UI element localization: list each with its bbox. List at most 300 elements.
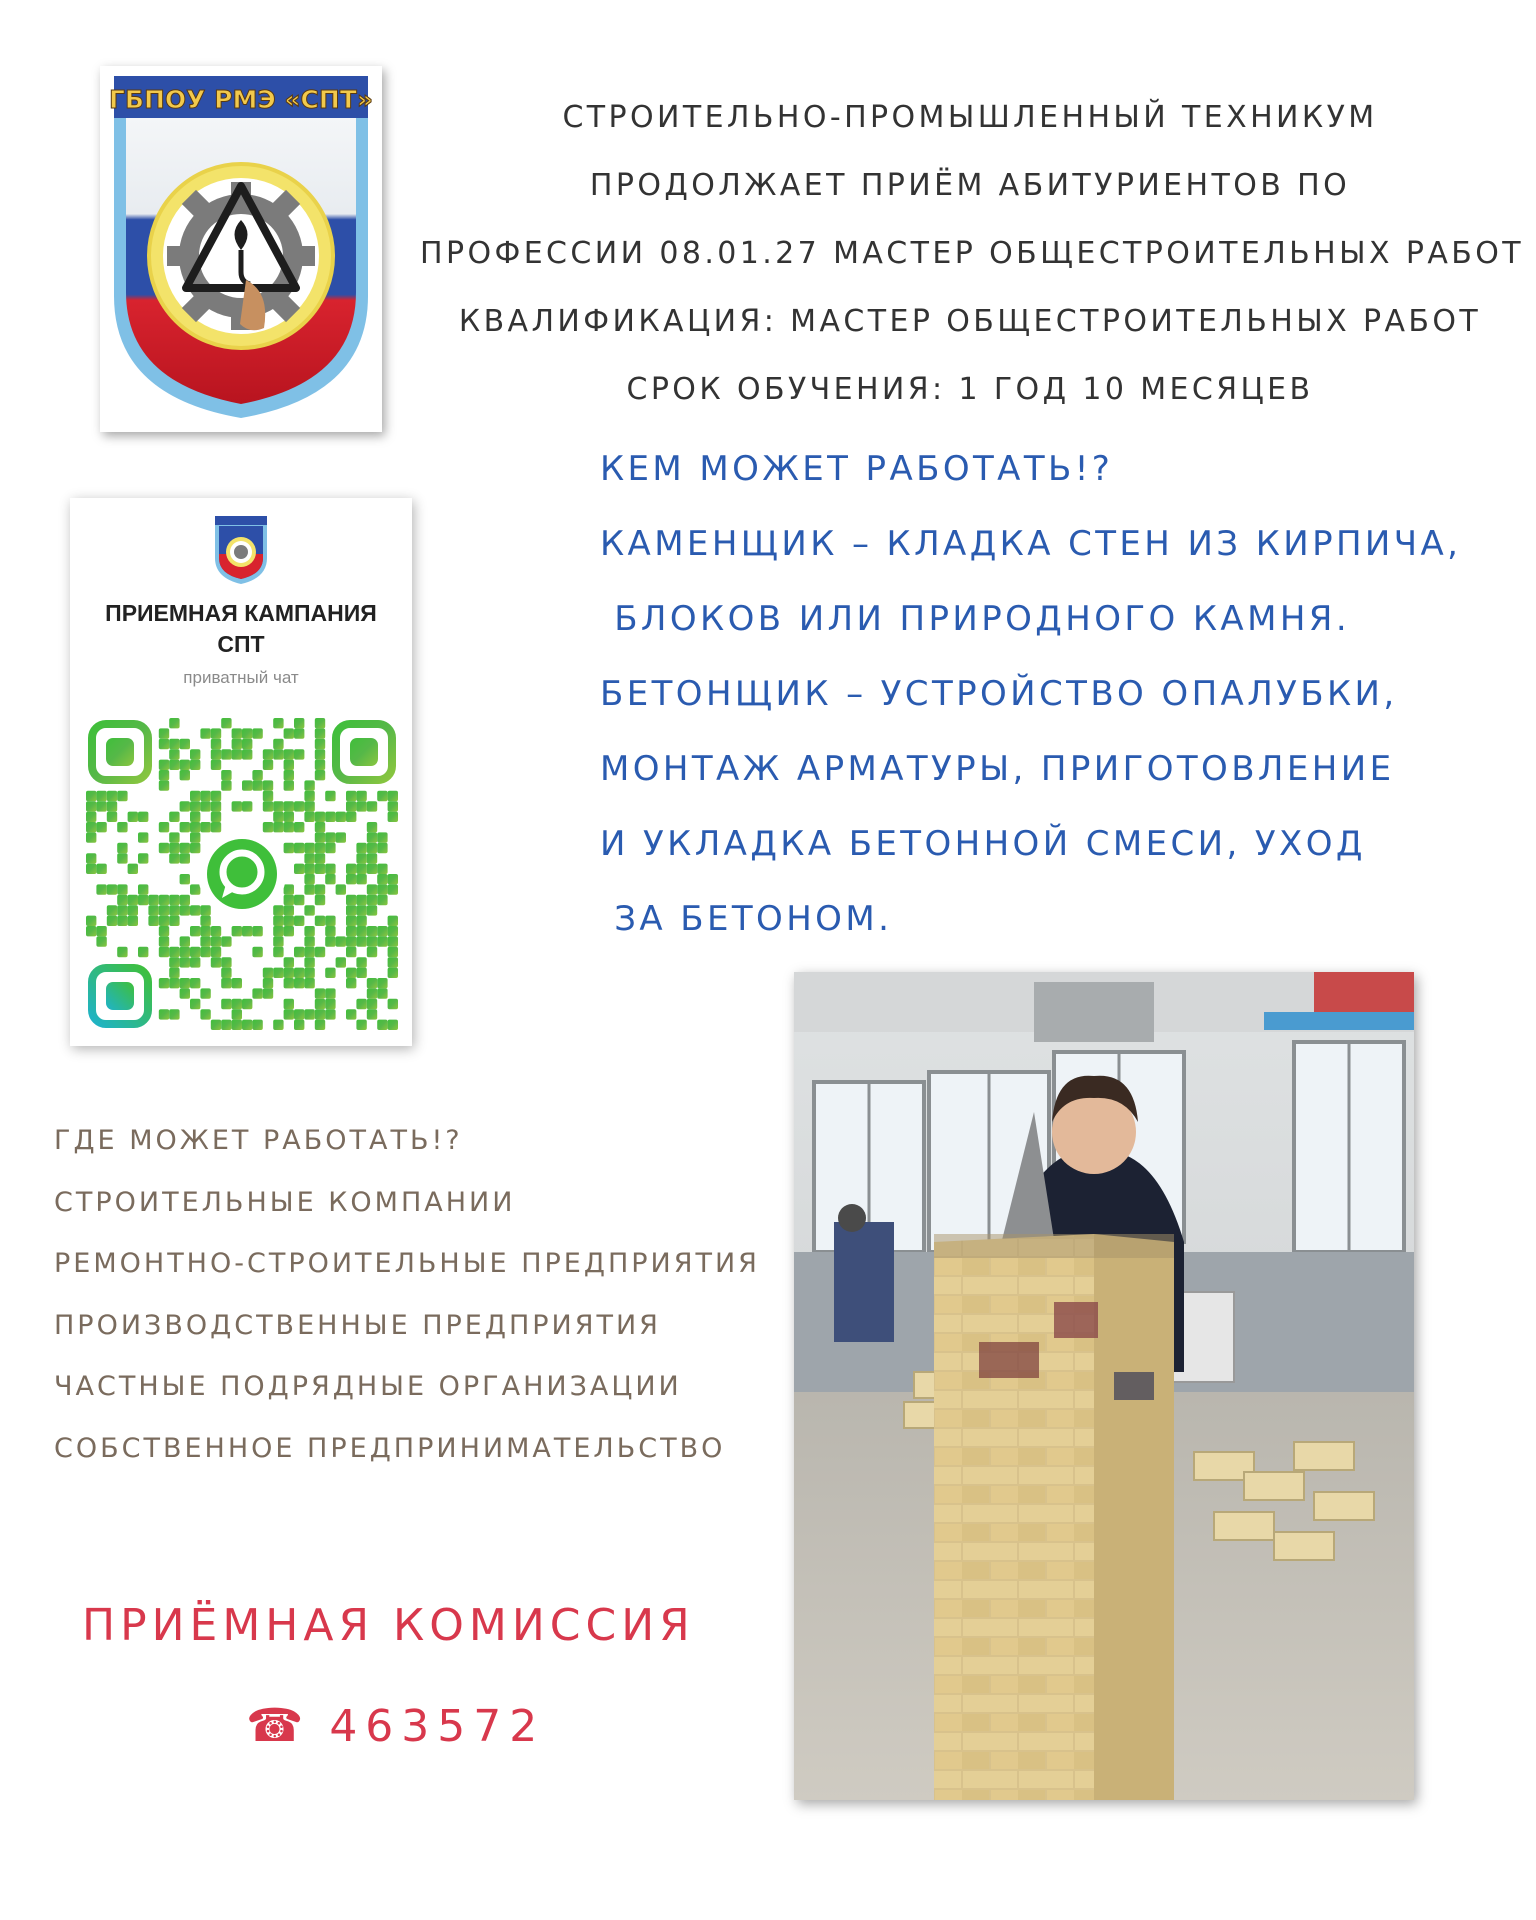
qr-module: [315, 812, 325, 822]
qr-module: [107, 884, 117, 894]
qr-module: [232, 739, 242, 749]
qr-module: [190, 760, 200, 770]
qr-module: [273, 812, 283, 822]
qr-module: [304, 926, 314, 936]
qr-module: [211, 739, 221, 749]
qr-module: [315, 947, 325, 957]
workplaces-item: ПРОИЗВОДСТВЕННЫЕ ПРЕДПРИЯТИЯ: [54, 1309, 661, 1341]
qr-module: [200, 905, 210, 915]
qr-module: [325, 1009, 335, 1019]
qr-module: [388, 999, 398, 1009]
qr-module: [96, 936, 106, 946]
qr-module: [356, 895, 366, 905]
qr-module: [159, 916, 169, 926]
qr-module: [346, 812, 356, 822]
qr-module: [128, 895, 138, 905]
qr-module: [190, 812, 200, 822]
qr-module: [96, 864, 106, 874]
qr-module: [242, 739, 252, 749]
qr-module: [242, 780, 252, 790]
qr-module: [377, 874, 387, 884]
qr-module: [190, 801, 200, 811]
qr-module: [388, 947, 398, 957]
qr-module: [107, 916, 117, 926]
qr-module: [169, 947, 179, 957]
qr-module: [221, 999, 231, 1009]
qr-module: [315, 895, 325, 905]
qr-card-title-line: ПРИЕМНАЯ КАМПАНИЯ: [105, 600, 377, 626]
qr-module: [284, 749, 294, 759]
qr-module: [315, 728, 325, 738]
qr-module: [263, 780, 273, 790]
qr-module: [356, 874, 366, 884]
qr-module: [263, 988, 273, 998]
qr-module: [284, 978, 294, 988]
qr-module: [169, 832, 179, 842]
qr-card-title: [70, 598, 412, 660]
phone-contact[interactable]: [246, 1698, 545, 1752]
qr-module: [304, 947, 314, 957]
qr-module: [377, 843, 387, 853]
qr-module: [273, 739, 283, 749]
qr-module: [315, 864, 325, 874]
qr-module: [159, 905, 169, 915]
qr-module: [388, 916, 398, 926]
qr-module: [367, 822, 377, 832]
qr-module: [304, 853, 314, 863]
qr-module: [284, 957, 294, 967]
telephone-icon: ☎: [246, 1698, 304, 1752]
qr-module: [377, 978, 387, 988]
qr-module: [284, 895, 294, 905]
qr-module: [159, 822, 169, 832]
qr-module: [284, 770, 294, 780]
professions-line: БЛОКОВ ИЛИ ПРИРОДНОГО КАМНЯ.: [600, 599, 1351, 639]
qr-module: [169, 905, 179, 915]
qr-module: [169, 760, 179, 770]
qr-module: [294, 728, 304, 738]
qr-module: [96, 884, 106, 894]
qr-module: [315, 884, 325, 894]
qr-module: [284, 999, 294, 1009]
qr-module: [242, 1020, 252, 1030]
qr-module: [336, 957, 346, 967]
phone-number[interactable]: 463572: [329, 1701, 546, 1752]
qr-module: [388, 791, 398, 801]
qr-module: [148, 895, 158, 905]
qr-module: [159, 760, 169, 770]
qr-module: [315, 853, 325, 863]
qr-module: [107, 791, 117, 801]
announcement-line: КВАЛИФИКАЦИЯ: МАСТЕР ОБЩЕСТРОИТЕЛЬНЫХ РАБОТ: [458, 304, 1482, 339]
qr-module: [336, 936, 346, 946]
qr-module: [252, 926, 262, 936]
qr-module: [304, 843, 314, 853]
qr-module: [86, 832, 96, 842]
qr-module: [148, 916, 158, 926]
qr-module: [128, 916, 138, 926]
qr-module: [273, 822, 283, 832]
qr-module: [304, 780, 314, 790]
qr-module: [159, 1009, 169, 1019]
qr-module: [117, 843, 127, 853]
qr-module: [200, 916, 210, 926]
qr-module: [263, 801, 273, 811]
qr-module: [284, 822, 294, 832]
qr-module: [138, 812, 148, 822]
qr-module: [315, 760, 325, 770]
qr-module: [117, 905, 127, 915]
qr-module: [346, 895, 356, 905]
qr-module: [96, 801, 106, 811]
qr-module: [356, 791, 366, 801]
qr-module: [367, 947, 377, 957]
qr-module: [232, 999, 242, 1009]
qr-module: [159, 770, 169, 780]
qr-module: [117, 916, 127, 926]
qr-module: [200, 791, 210, 801]
qr-module: [284, 1009, 294, 1019]
qr-module: [356, 999, 366, 1009]
qr-module: [128, 812, 138, 822]
qr-module: [221, 770, 231, 780]
qr-module: [367, 843, 377, 853]
qr-module: [190, 947, 200, 957]
qr-module: [263, 822, 273, 832]
qr-module: [346, 936, 356, 946]
qr-module: [356, 853, 366, 863]
qr-module: [315, 999, 325, 1009]
qr-module: [252, 728, 262, 738]
qr-module: [356, 801, 366, 811]
qr-module: [273, 968, 283, 978]
qr-module: [377, 936, 387, 946]
qr-module: [211, 749, 221, 759]
qr-module: [117, 791, 127, 801]
qr-code[interactable]: [86, 718, 398, 1030]
qr-module: [325, 916, 335, 926]
qr-module: [180, 770, 190, 780]
qr-module: [377, 864, 387, 874]
qr-module: [200, 936, 210, 946]
qr-module: [356, 968, 366, 978]
qr-module: [315, 843, 325, 853]
qr-module: [211, 812, 221, 822]
qr-module: [388, 884, 398, 894]
qr-module: [148, 905, 158, 915]
announcement-line: СТРОИТЕЛЬНО-ПРОМЫШЛЕННЫЙ ТЕХНИКУМ: [562, 100, 1378, 135]
qr-card[interactable]: [70, 498, 412, 1046]
qr-module: [232, 978, 242, 988]
qr-module: [221, 718, 231, 728]
qr-module: [252, 1020, 262, 1030]
qr-module: [304, 936, 314, 946]
qr-module: [315, 916, 325, 926]
qr-module: [273, 947, 283, 957]
professions-line: МОНТАЖ АРМАТУРЫ, ПРИГОТОВЛЕНИЕ: [600, 749, 1395, 789]
professions-line: И УКЛАДКА БЕТОННОЙ СМЕСИ, УХОД: [600, 824, 1366, 864]
qr-module: [211, 801, 221, 811]
qr-module: [263, 791, 273, 801]
qr-module: [86, 822, 96, 832]
qr-module: [169, 1009, 179, 1019]
qr-module: [242, 926, 252, 936]
qr-module: [96, 791, 106, 801]
qr-module: [325, 936, 335, 946]
qr-module: [356, 905, 366, 915]
qr-module: [304, 791, 314, 801]
qr-module: [190, 905, 200, 915]
qr-module: [325, 874, 335, 884]
qr-module: [325, 988, 335, 998]
qr-module: [180, 760, 190, 770]
qr-card-title-line: СПТ: [217, 631, 265, 657]
qr-module: [346, 801, 356, 811]
admission-commission-title: ПРИЁМНАЯ КОМИССИЯ: [82, 1600, 695, 1651]
qr-module: [86, 791, 96, 801]
qr-module: [86, 916, 96, 926]
qr-module: [221, 968, 231, 978]
qr-module: [304, 812, 314, 822]
qr-module: [284, 884, 294, 894]
qr-module: [273, 936, 283, 946]
workplaces-item: РЕМОНТНО-СТРОИТЕЛЬНЫЕ ПРЕДПРИЯТИЯ: [54, 1248, 760, 1279]
qr-module: [356, 957, 366, 967]
qr-module: [388, 968, 398, 978]
qr-module: [367, 1009, 377, 1019]
qr-module: [367, 864, 377, 874]
professions-line: БЕТОНЩИК – УСТРОЙСТВО ОПАЛУБКИ,: [600, 674, 1398, 714]
qr-module: [180, 957, 190, 967]
qr-module: [367, 832, 377, 842]
qr-module: [180, 936, 190, 946]
qr-module: [159, 739, 169, 749]
qr-module: [242, 999, 252, 1009]
qr-module: [284, 905, 294, 915]
qr-module: [304, 905, 314, 915]
qr-module: [346, 947, 356, 957]
qr-module: [367, 853, 377, 863]
workplaces-section: [54, 1110, 760, 1479]
qr-module: [180, 801, 190, 811]
qr-module: [367, 884, 377, 894]
qr-module: [377, 791, 387, 801]
qr-module: [294, 968, 304, 978]
qr-module: [252, 988, 262, 998]
qr-module: [284, 968, 294, 978]
qr-module: [190, 843, 200, 853]
qr-module: [388, 957, 398, 967]
qr-module: [169, 718, 179, 728]
professions-heading: КЕМ МОЖЕТ РАБОТАТЬ!?: [600, 449, 1114, 489]
qr-module: [190, 791, 200, 801]
qr-module: [388, 926, 398, 936]
qr-module: [169, 916, 179, 926]
qr-module: [273, 749, 283, 759]
qr-module: [273, 1020, 283, 1030]
qr-module: [242, 801, 252, 811]
qr-module: [221, 749, 231, 759]
emblem-banner-text: ГБПОУ РМЭ «СПТ»: [108, 85, 374, 114]
qr-module: [232, 926, 242, 936]
qr-module: [180, 947, 190, 957]
qr-module: [232, 1020, 242, 1030]
qr-module: [325, 812, 335, 822]
qr-module: [107, 801, 117, 811]
qr-module: [169, 968, 179, 978]
qr-module: [180, 874, 190, 884]
qr-module: [159, 978, 169, 988]
qr-module: [190, 822, 200, 832]
qr-module: [388, 874, 398, 884]
qr-module: [377, 832, 387, 842]
qr-module: [159, 926, 169, 936]
qr-module: [200, 728, 210, 738]
qr-module: [117, 822, 127, 832]
qr-module: [128, 905, 138, 915]
qr-module: [388, 801, 398, 811]
qr-module: [232, 801, 242, 811]
announcement-line: ПРОДОЛЖАЕТ ПРИЁМ АБИТУРИЕНТОВ ПО: [589, 168, 1351, 203]
qr-module: [211, 957, 221, 967]
qr-module: [346, 1009, 356, 1019]
college-emblem: [100, 66, 382, 432]
qr-module: [107, 812, 117, 822]
qr-module: [388, 1020, 398, 1030]
qr-module: [200, 926, 210, 936]
qr-module: [346, 926, 356, 936]
qr-module: [273, 718, 283, 728]
qr-module: [273, 916, 283, 926]
qr-module: [377, 884, 387, 894]
qr-module: [242, 728, 252, 738]
qr-module: [294, 822, 304, 832]
qr-module: [190, 884, 200, 894]
qr-module: [325, 843, 335, 853]
qr-module: [377, 1020, 387, 1030]
qr-module: [304, 884, 314, 894]
qr-module: [294, 1020, 304, 1030]
qr-module: [367, 988, 377, 998]
qr-module: [86, 864, 96, 874]
qr-module: [180, 739, 190, 749]
qr-module: [159, 936, 169, 946]
qr-module: [159, 780, 169, 790]
qr-module: [190, 749, 200, 759]
qr-module: [263, 978, 273, 988]
qr-module: [315, 1020, 325, 1030]
qr-module: [315, 739, 325, 749]
professions-line: ЗА БЕТОНОМ.: [600, 899, 893, 939]
qr-module: [284, 812, 294, 822]
qr-module: [367, 999, 377, 1009]
qr-module: [117, 947, 127, 957]
qr-module: [211, 791, 221, 801]
qr-module: [138, 895, 148, 905]
qr-module: [252, 770, 262, 780]
qr-module: [86, 812, 96, 822]
qr-module: [336, 812, 346, 822]
admission-announcement: [420, 84, 1524, 424]
workplaces-item: СТРОИТЕЛЬНЫЕ КОМПАНИИ: [54, 1186, 516, 1218]
qr-module: [294, 718, 304, 728]
qr-module: [200, 947, 210, 957]
qr-module: [242, 749, 252, 759]
qr-module: [294, 916, 304, 926]
qr-module: [304, 864, 314, 874]
qr-module: [180, 988, 190, 998]
qr-module: [304, 874, 314, 884]
qr-module: [211, 947, 221, 957]
qr-module: [221, 780, 231, 790]
qr-module: [159, 895, 169, 905]
qr-module: [356, 864, 366, 874]
qr-module: [117, 895, 127, 905]
qr-module: [294, 749, 304, 759]
qr-module: [180, 843, 190, 853]
qr-module: [356, 926, 366, 936]
qr-module: [315, 832, 325, 842]
qr-module: [284, 760, 294, 770]
qr-module: [180, 822, 190, 832]
qr-module: [138, 832, 148, 842]
qr-module: [294, 801, 304, 811]
qr-module: [263, 749, 273, 759]
qr-module: [273, 905, 283, 915]
qr-module: [325, 864, 335, 874]
qr-module: [190, 999, 200, 1009]
qr-module: [252, 780, 262, 790]
qr-module: [284, 926, 294, 936]
qr-module: [232, 749, 242, 759]
qr-module: [221, 936, 231, 946]
qr-module: [388, 812, 398, 822]
qr-module: [128, 864, 138, 874]
qr-module: [367, 936, 377, 946]
qr-module: [211, 926, 221, 936]
qr-module: [346, 874, 356, 884]
qr-module: [346, 905, 356, 915]
workplaces-item: ЧАСТНЫЕ ПОДРЯДНЫЕ ОРГАНИЗАЦИИ: [54, 1371, 682, 1402]
qr-module: [284, 916, 294, 926]
qr-module: [284, 843, 294, 853]
qr-module: [346, 864, 356, 874]
qr-module: [356, 843, 366, 853]
qr-module: [211, 728, 221, 738]
qr-module: [86, 801, 96, 811]
qr-module: [180, 905, 190, 915]
announcement-line: СРОК ОБУЧЕНИЯ: 1 ГОД 10 МЕСЯЦЕВ: [626, 372, 1314, 407]
qr-module: [107, 905, 117, 915]
qr-module: [86, 926, 96, 936]
qr-module: [190, 926, 200, 936]
qr-module: [86, 853, 96, 863]
qr-module: [221, 1020, 231, 1030]
qr-module: [180, 895, 190, 905]
qr-card-subtitle: приватный чат: [183, 668, 299, 687]
qr-module: [284, 780, 294, 790]
qr-module: [169, 843, 179, 853]
qr-module: [304, 968, 314, 978]
qr-module: [211, 1020, 221, 1030]
qr-module: [211, 760, 221, 770]
qr-module: [325, 968, 335, 978]
qr-module: [336, 832, 346, 842]
qr-module: [138, 884, 148, 894]
qr-module: [315, 718, 325, 728]
qr-module: [159, 843, 169, 853]
professions-line: КАМЕНЩИК – КЛАДКА СТЕН ИЗ КИРПИЧА,: [600, 524, 1462, 564]
